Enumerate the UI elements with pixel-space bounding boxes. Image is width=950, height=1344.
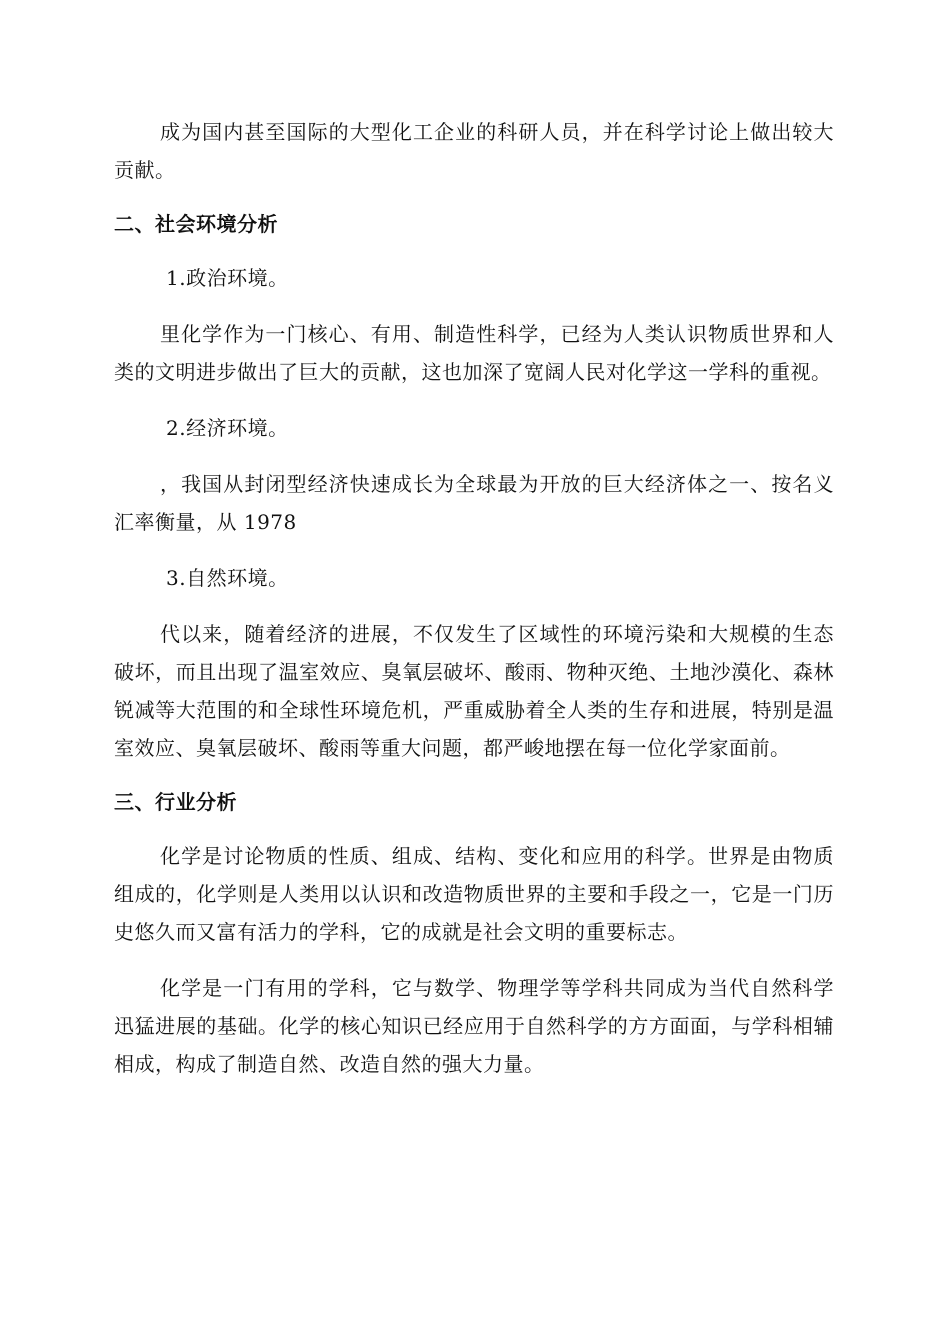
subheading-natural-environment: 3.自然环境。	[166, 566, 289, 590]
subheading-economic-environment: 2.经济环境。	[166, 416, 289, 440]
intro-paragraph: 成为国内甚至国际的大型化工企业的科研人员，并在科学讨论上做出较大贡献。	[114, 120, 834, 182]
paragraph-industry-2: 化学是一门有用的学科，它与数学、物理学等学科共同成为当代自然科学迅猛进展的基础。化学的核心知识已经应用于自然科学的方方面面，与学科相辅相成，构成了制造自然、改造自然的强大力量。	[114, 976, 834, 1076]
document-body	[114, 113, 834, 1083]
paragraph-natural-environment: 代以来，随着经济的进展，不仅发生了区域性的环境污染和大规模的生态破坏，而且出现了温室效应、臭氧层破坏、酸雨、物种灭绝、土地沙漠化、森林锐减等大范围的和全球性环境危机，严重威胁着全人类的生存和进展，特别是温室效应、臭氧层破坏、酸雨等重大问题，都严峻地摆在每一位化学家面前。	[114, 622, 834, 760]
paragraph-industry-1: 化学是讨论物质的性质、组成、结构、变化和应用的科学。世界是由物质组成的，化学则是人类用以认识和改造物质世界的主要和手段之一，它是一门历史悠久而又富有活力的学科，它的成就是社会文明的重要标志。	[114, 844, 834, 944]
section-heading-industry-analysis: 三、行业分析	[114, 790, 237, 814]
section-heading-social-environment: 二、社会环境分析	[114, 212, 278, 236]
subheading-political-environment: 1.政治环境。	[166, 266, 289, 290]
paragraph-political-environment: 里化学作为一门核心、有用、制造性科学，已经为人类认识物质世界和人类的文明进步做出了巨大的贡献，这也加深了宽阔人民对化学这一学科的重视。	[114, 322, 834, 384]
paragraph-economic-environment: ，我国从封闭型经济快速成长为全球最为开放的巨大经济体之一、按名义汇率衡量，从 1978	[114, 472, 834, 534]
